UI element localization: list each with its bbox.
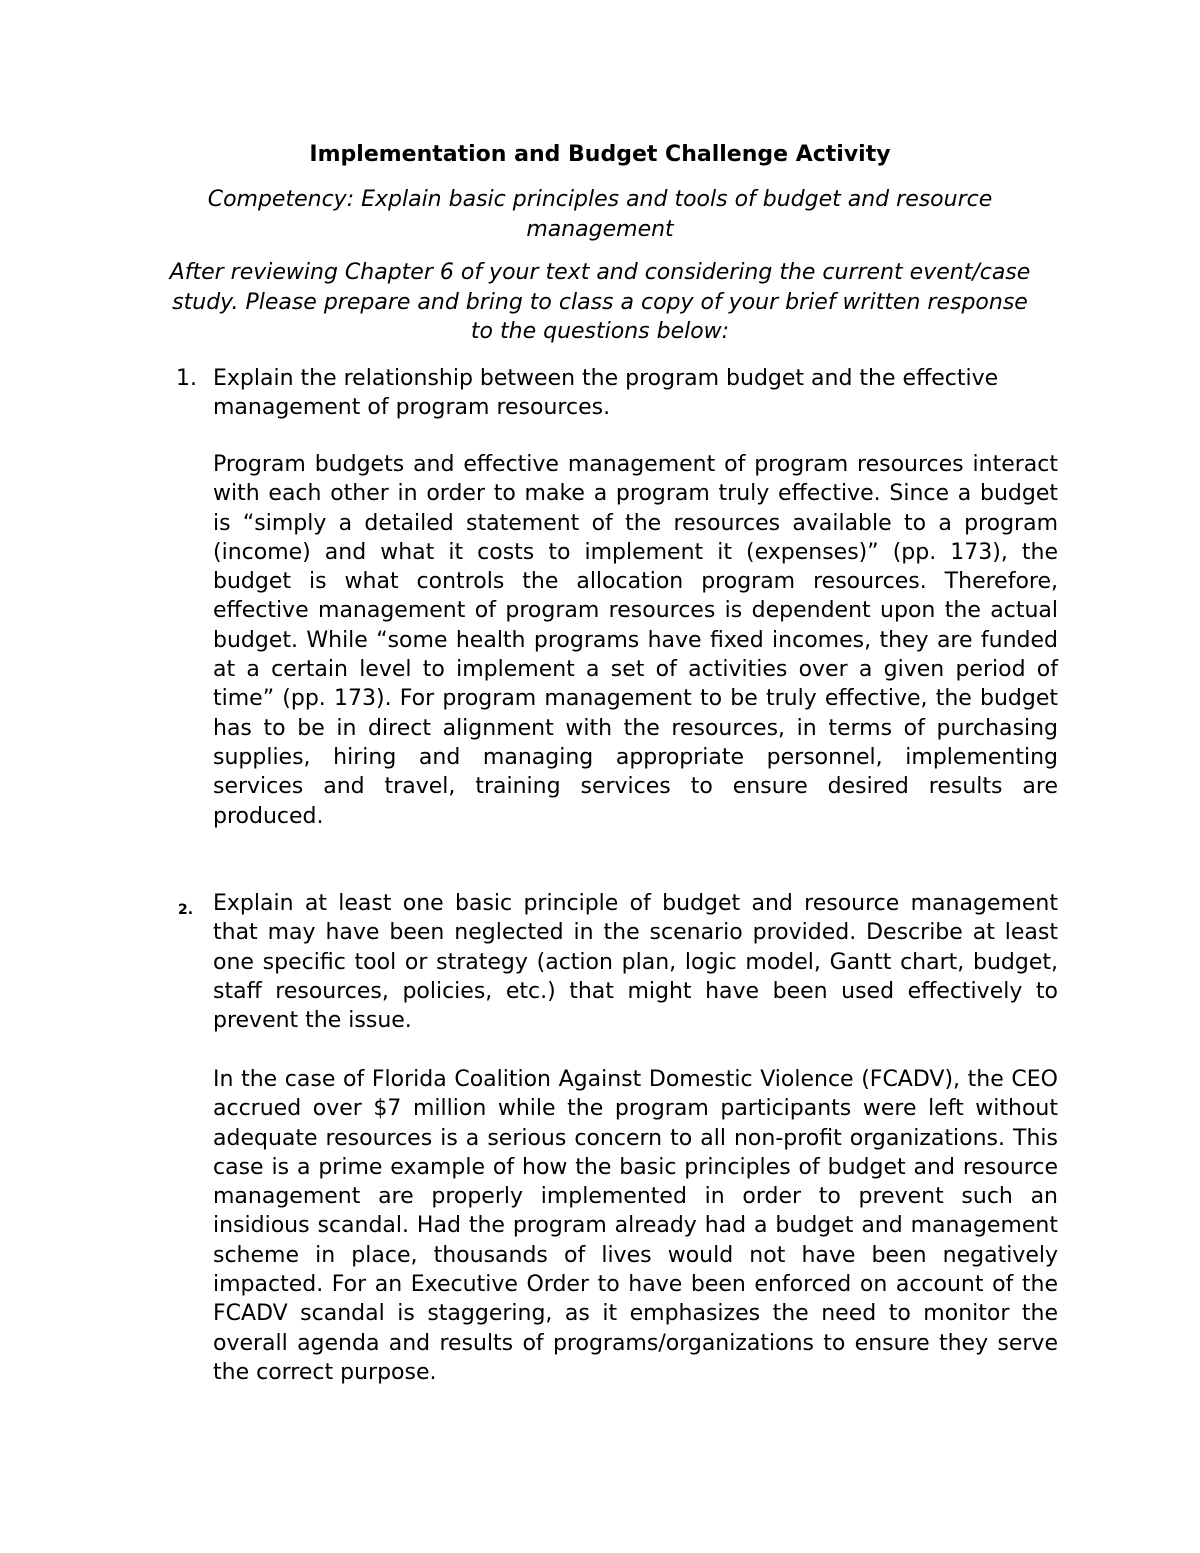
question-2-number: 2.: [178, 902, 194, 918]
competency-statement: Competency: Explain basic principles and tools of budget and resource management: [207, 187, 993, 242]
question-2-text: Explain at least one basic principle of budget and resource management that may have been neglected in the scenario provided. Describe at least one specific tool or strategy (action plan, logic model, Gantt chart, budget, staff resources, policies, etc.) that might have been used effectively to prevent the issue.: [213, 891, 1058, 1034]
answer-2-text: In the case of Florida Coalition Against Domestic Violence (FCADV), the CEO accrued over $7 million while the program participants were left without adequate resources is a serious concern to all non-profit organizations. This case is a prime example of how the basic principles of budget and resource management are properly implemented in order to prevent such an insidious scandal. Had the program already had a budget and management scheme in place, thousands of lives would not have been negatively impacted. For an Executive Order to have been enforced on account of the FCADV scandal is staggering, as it emphasizes the need to monitor the overall agenda and results of programs/organizations to ensure they serve the correct purpose.: [213, 1067, 1058, 1385]
instructions-text: After reviewing Chapter 6 of your text and considering the current event/case study. Please prepare and bring to class a copy of your brief written response to the questions below:: [169, 260, 1031, 344]
document-title: Implementation and Budget Challenge Activity: [309, 142, 891, 167]
question-1-number: 1.: [176, 366, 197, 391]
question-1-text: Explain the relationship between the program budget and the effective management of program resources.: [213, 366, 999, 421]
answer-1-text: Program budgets and effective management of program resources interact with each other in order to make a program truly effective. Since a budget is “simply a detailed statement of the resources available to a program (income) and what it costs to implement it (expenses)” (pp. 173), the budget is what controls the allocation program resources. Therefore, effective management of program resources is dependent upon the actual budget. While “some health programs have fixed incomes, they are funded at a certain level to implement a set of activities over a given period of time” (pp. 173). For program management to be truly effective, the budget has to be in direct alignment with the resources, in terms of purchasing supplies, hiring and managing appropriate personnel, implementing services and travel, training services to ensure desired results are produced.: [213, 452, 1058, 829]
